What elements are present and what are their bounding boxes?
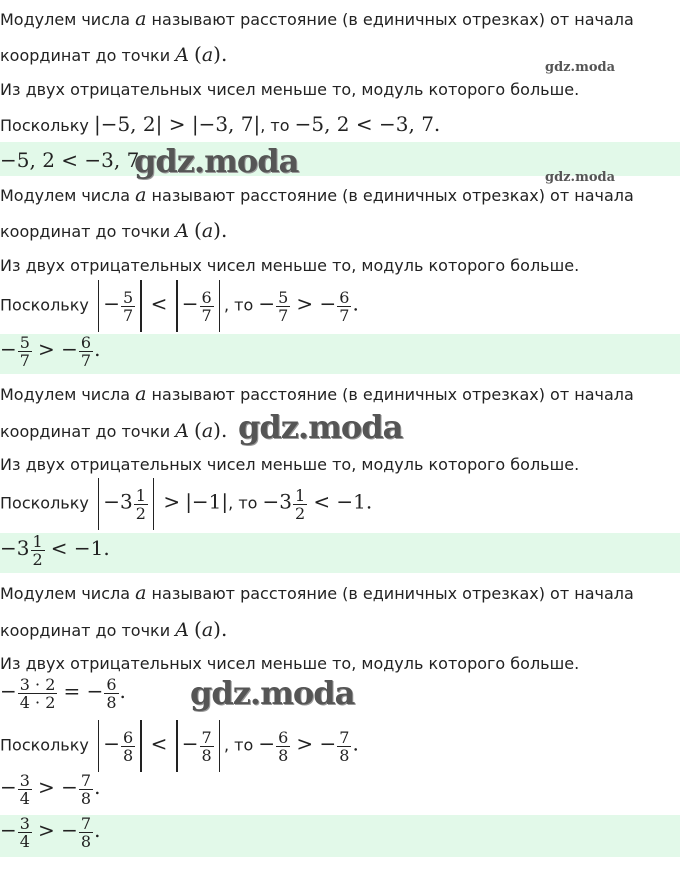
definition-line — [0, 383, 634, 405]
definition-line — [0, 8, 634, 30]
watermark: gdz.moda — [190, 674, 355, 712]
math-var: a — [201, 44, 214, 66]
text: , то — [224, 295, 254, 315]
coordinate-line: координат до точки A (a). — [0, 418, 228, 442]
math-expr: |−1| — [185, 489, 229, 514]
text: Поскольку — [0, 735, 89, 755]
fraction: $\frac{6}{7}$ — [80, 334, 92, 370]
math-var: a — [135, 383, 147, 405]
text: , то — [228, 493, 258, 513]
text: Модулем числа — [0, 584, 131, 603]
coordinate-line: координат до точки A (a). — [0, 218, 228, 242]
text: называют расстояние (в единичных отрезках) от начала — [151, 10, 634, 29]
rule-line: Из двух отрицательных чисел меньше то, модуль которого больше. — [0, 256, 580, 275]
whole: 3 — [120, 489, 133, 514]
math-expr: −5, 2 < −3, 7. — [294, 112, 441, 136]
math-var: a — [135, 582, 147, 604]
fraction: $\frac{5}{7}$ — [278, 287, 289, 325]
math-expr: < −1. — [50, 536, 110, 560]
text: координат до точки — [0, 46, 171, 65]
result-line: − $\frac{3}{4}$ > − $\frac{7}{8}$ . — [0, 772, 101, 808]
text: называют расстояние (в единичных отрезках) от начала — [151, 584, 634, 603]
watermark: gdz.moda — [545, 170, 616, 185]
fraction: $\frac{3}{4}$ — [19, 815, 30, 851]
math-point: A — [175, 220, 189, 242]
fraction: $\frac{6}{8}$ — [106, 676, 117, 712]
fraction: $\frac{5}{7}$ — [19, 334, 30, 370]
fraction: $\frac{7}{8}$ — [339, 727, 350, 765]
since-line — [0, 112, 440, 136]
text: Модулем числа — [0, 10, 131, 29]
coordinate-line: координат до точки A (a). — [0, 42, 228, 66]
fraction: $\frac{1}{2}$ — [32, 533, 43, 569]
rule-line: Из двух отрицательных чисел меньше то, модуль которого больше. — [0, 80, 580, 99]
watermark: gdz.moda — [545, 60, 616, 75]
fraction: $\frac{3 \cdot 2}{4 \cdot 2}$ — [19, 676, 56, 712]
text: Модулем числа — [0, 385, 131, 404]
text: , то — [260, 116, 290, 135]
text: координат до точки — [0, 422, 171, 441]
answer-box: −3 $\frac{1}{2}$ < −1. — [0, 533, 680, 573]
text: координат до точки — [0, 621, 171, 640]
math-expr: |−5, 2| > |−3, 7| — [93, 112, 261, 136]
text: Модулем числа — [0, 186, 131, 205]
math-var: a — [201, 420, 214, 442]
fraction: $\frac{7}{8}$ — [201, 727, 212, 765]
math-point: A — [175, 420, 189, 442]
text: называют расстояние (в единичных отрезках) от начала — [151, 186, 634, 205]
math-var: a — [135, 184, 147, 206]
text: координат до точки — [0, 222, 171, 241]
text: , то — [224, 735, 254, 755]
math-var: a — [135, 8, 147, 30]
math-expr: < −1. — [313, 489, 373, 514]
fraction: $\frac{1}{2}$ — [135, 485, 146, 523]
math-point: A — [175, 44, 189, 66]
text: называют расстояние (в единичных отрезках) от начала — [151, 385, 634, 404]
answer-box: − $\frac{5}{7}$ > − $\frac{6}{7}$ . — [0, 334, 680, 374]
fraction: $\frac{6}{7}$ — [339, 287, 350, 325]
fraction: $\frac{1}{2}$ — [295, 485, 306, 523]
answer-box: − $\frac{3}{4}$ > − $\frac{7}{8}$ . — [0, 815, 680, 857]
fraction: $\frac{5}{7}$ — [123, 287, 134, 325]
calc-line: − $\frac{3 \cdot 2}{4 \cdot 2}$ = − $\frac{6}{8}$ . — [0, 676, 126, 712]
rule-line: Из двух отрицательных чисел меньше то, модуль которого больше. — [0, 654, 580, 673]
text: Поскольку — [0, 295, 89, 315]
definition-line — [0, 184, 634, 206]
fraction: $\frac{3}{4}$ — [19, 772, 30, 808]
since-line: Поскольку − $\frac{6}{8}$ < − $\frac{7}{8}$ , то − $\frac{6}{8}$ > − $\frac{7}{8}$ . — [0, 720, 359, 772]
text: Поскольку — [0, 116, 89, 135]
fraction: $\frac{6}{8}$ — [278, 727, 289, 765]
watermark: gdz.moda — [238, 408, 403, 446]
math-point: A — [175, 619, 189, 641]
math-var: a — [201, 619, 214, 641]
whole: 3 — [16, 536, 30, 560]
text: Поскольку — [0, 493, 89, 513]
rule-line: Из двух отрицательных чисел меньше то, модуль которого больше. — [0, 455, 580, 474]
fraction: $\frac{6}{8}$ — [123, 727, 134, 765]
whole: 3 — [279, 489, 293, 514]
definition-line — [0, 582, 634, 604]
answer-expr: −5, 2 < −3, 7 — [0, 148, 140, 172]
fraction: $\frac{7}{8}$ — [80, 772, 92, 808]
coordinate-line: координат до точки A (a). — [0, 617, 228, 641]
since-line: Поскольку − $\frac{5}{7}$ < − $\frac{6}{7}$ , то − $\frac{5}{7}$ > − $\frac{6}{7}$ . — [0, 280, 359, 332]
watermark: gdz.moda — [134, 142, 299, 180]
math-var: a — [201, 220, 214, 242]
since-line: Поскольку −3 $\frac{1}{2}$ > |−1|, то −3 $\frac{1}{2}$ < −1. — [0, 478, 372, 530]
fraction: $\frac{6}{7}$ — [201, 287, 212, 325]
fraction: $\frac{7}{8}$ — [80, 815, 92, 851]
